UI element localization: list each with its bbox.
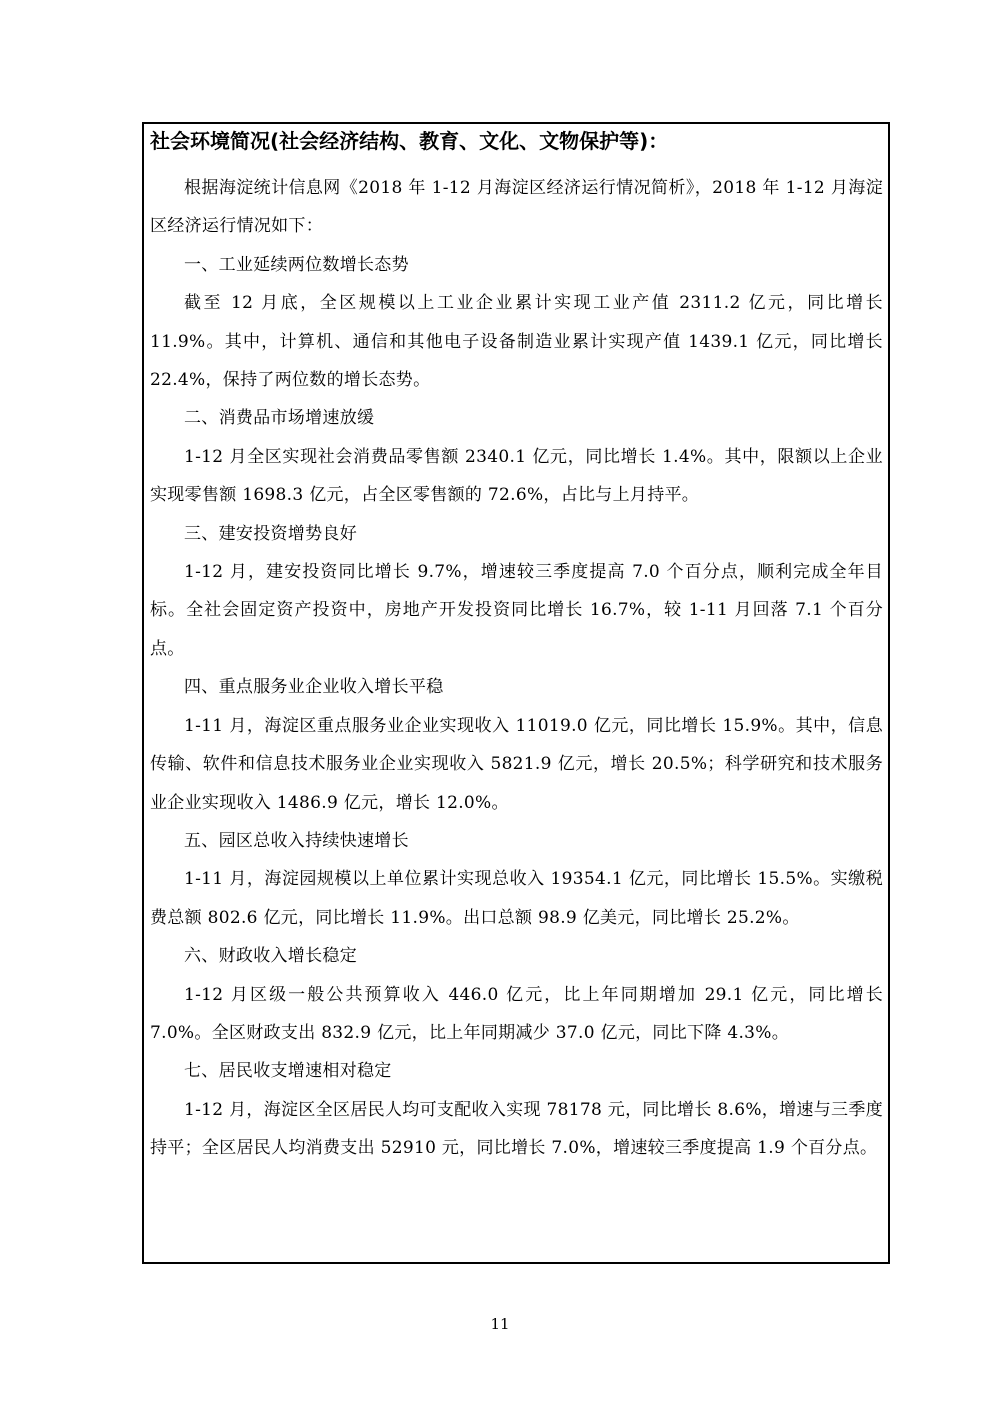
section-title-construction-investment: 三、建安投资增势良好 <box>184 523 357 544</box>
section-text-resident-income: 1-12 月，海淀区全区居民人均可支配收入实现 78178 元，同比增长 8.6%，增速与三季度持平；全区居民人均消费支出 52910 元，同比增长 7.0%，增速较三季度提高 1.9 个百分点。 <box>150 1099 883 1159</box>
section-heading: 社会环境简况(社会经济结构、教育、文化、文物保护等)： <box>150 129 669 153</box>
section-title-resident-income: 七、居民收支增速相对稳定 <box>184 1061 392 1082</box>
section-text-park-revenue: 1-11 月，海淀园规模以上单位累计实现总收入 19354.1 亿元，同比增长 15.5%。实缴税费总额 802.6 亿元，同比增长 11.9%。出口总额 98.9 亿美元，同比增长 25.2%。 <box>150 869 883 928</box>
section-title-consumer-market: 二、消费品市场增速放缓 <box>184 408 375 429</box>
section-text-consumer-market: 1-12 月全区实现社会消费品零售额 2340.1 亿元，同比增长 1.4%。其中，限额以上企业实现零售额 1698.3 亿元，占全区零售额的 72.6%，占比与上月持平。 <box>150 446 883 506</box>
document-body <box>150 169 883 1168</box>
section-text-fiscal-revenue: 1-12 月区级一般公共预算收入 446.0 亿元，比上年同期增加 29.1 亿元，同比增长 7.0%。全区财政支出 832.9 亿元，比上年同期减少 37.0 亿元，同比下降 4.3%。 <box>150 984 883 1043</box>
section-text-industry: 截至 12 月底，全区规模以上工业企业累计实现工业产值 2311.2 亿元，同比增长 11.9%。其中，计算机、通信和其他电子设备制造业累计实现产值 1439.1 亿元，同比增长 22.4%，保持了两位数的增长态势。 <box>150 293 883 391</box>
section-title-park-revenue: 五、园区总收入持续快速增长 <box>184 830 409 851</box>
page-number: 11 <box>490 1315 510 1333</box>
section-text-construction-investment: 1-12 月，建安投资同比增长 9.7%，增速较三季度提高 7.0 个百分点，顺利完成全年目标。全社会固定资产投资中，房地产开发投资同比增长 16.7%，较 1-11 月回落 7.1 个百分点。 <box>150 562 883 659</box>
section-title-fiscal-revenue: 六、财政收入增长稳定 <box>184 946 357 967</box>
section-text-service-industry: 1-11 月，海淀区重点服务业企业实现收入 11019.0 亿元，同比增长 15.9%。其中，信息传输、软件和信息技术服务业企业实现收入 5821.9 亿元，增长 20.5%；科学研究和技术服务业企业实现收入 1486.9 亿元，增长 12.0%。 <box>150 715 883 813</box>
intro-paragraph: 根据海淀统计信息网《2018 年 1-12 月海淀区经济运行情况简析》，2018 年 1-12 月海淀区经济运行情况如下： <box>150 178 883 237</box>
section-title-service-industry: 四、重点服务业企业收入增长平稳 <box>184 677 444 698</box>
section-title-industry: 一、工业延续两位数增长态势 <box>184 254 409 275</box>
